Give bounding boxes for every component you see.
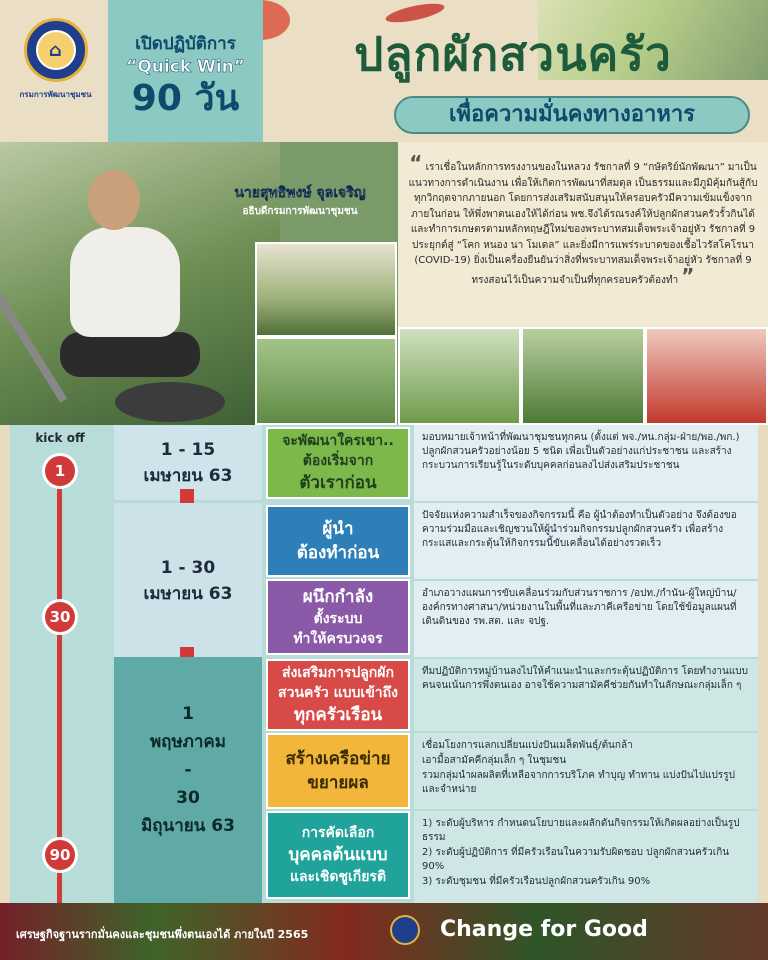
description-bullet: เอามื้อสามัคคีกลุ่มเล็ก ๆ ในชุมชน bbox=[422, 755, 567, 766]
date-separator: - bbox=[184, 760, 192, 780]
activity-line: ผู้นำ bbox=[322, 519, 354, 539]
activity-description-4 bbox=[414, 659, 758, 731]
day-marker-90: 90 bbox=[42, 837, 78, 873]
header bbox=[0, 0, 768, 142]
activity-build-network bbox=[266, 733, 410, 809]
activity-select-role-models bbox=[266, 811, 410, 899]
date-range: 1 - 15 bbox=[160, 440, 216, 460]
footer bbox=[0, 903, 768, 960]
quote-close-icon: ” bbox=[681, 263, 695, 288]
activity-promote-gardens bbox=[266, 659, 410, 731]
community-photo bbox=[398, 327, 521, 425]
activity-line: ส่งเสริมการปลูกผัก bbox=[282, 665, 394, 681]
date-month: เมษายน 63 bbox=[143, 466, 233, 486]
quote-box bbox=[398, 142, 768, 327]
director-name-block bbox=[200, 182, 400, 219]
description-bullet: เชื่อมโยงการแลกเปลี่ยนแบ่งปันเมล็ดพันธุ์/ต้นกล้า bbox=[422, 740, 633, 751]
description-bullet: 3) ระดับชุมชน ที่มีครัวเรือนปลูกผักสวนครัวเกิน 90% bbox=[422, 876, 651, 887]
date-end-month: มิถุนายน 63 bbox=[141, 816, 235, 836]
description-bullet: 2) ระดับผู้ปฏิบัติการ ที่มีครัวเรือนในความรับผิดชอบ ปลูกผักสวนครัวเกิน 90% bbox=[422, 847, 730, 872]
shovel-shape bbox=[0, 271, 67, 402]
kickoff-label: kick off bbox=[35, 431, 85, 445]
activity-description-3 bbox=[414, 581, 758, 657]
description-bullet: ปัจจัยแห่งความสำเร็จของกิจกรรมนี้ คือ ผู้นำต้องทำเป็นตัวอย่าง จึงต้องขอความร่วมมือและเชิญชวนให้ผู้นำร่วมกิจกรรมปลูกผักสวนครัว เพื่อสร้างกระแสและกระตุ้นให้กิจกรรมนี้ขับเคลื่อนได้อย่างรวดเร็ว bbox=[422, 510, 737, 549]
garden-photo-2 bbox=[255, 337, 397, 425]
quickwin-box bbox=[108, 0, 263, 142]
description-bullet: ทีมปฏิบัติการหมู่บ้านลงไปให้คำแนะนำและกระตุ้นปฏิบัติการ โดยทำงานแบบคนจนเน้นการพึ่งตนเอง อาจใช้ความสามัคคีช่วยกันทำในลักษณะกลุ่มเล็ก ๆ bbox=[422, 666, 748, 691]
activity-line: และเชิดชูเกียรติ bbox=[289, 869, 387, 885]
person-legs-shape bbox=[60, 332, 200, 377]
activity-line: ผนึกกำลัง bbox=[302, 587, 374, 607]
activity-leaders-first bbox=[266, 505, 410, 577]
date-month: เมษายน 63 bbox=[143, 584, 233, 604]
activity-line: ทุกครัวเรือน bbox=[293, 705, 383, 725]
activity-line: สวนครัว แบบเข้าถึง bbox=[278, 685, 398, 701]
person-head-shape bbox=[88, 170, 140, 230]
quickwin-line1: เปิดปฏิบัติการ bbox=[135, 34, 236, 54]
plant-pot-shape bbox=[115, 382, 225, 422]
date-start-month: พฤษภาคม bbox=[149, 732, 227, 752]
page-title: ปลูกผักสวนครัว bbox=[354, 27, 672, 81]
description-bullet: 1) ระดับผู้บริหาร กำหนดนโยบายและผลักดันกิจกรรมให้เกิดผลอย่างเป็นรูปธรรม bbox=[422, 818, 740, 843]
community-photo bbox=[645, 327, 768, 425]
activity-line: ตัวเราก่อน bbox=[299, 473, 377, 493]
activity-line: จะพัฒนาใครเขา.. bbox=[282, 433, 394, 449]
footer-tagline: เศรษฐกิจฐานรากมั่นคงและชุมชนพึ่งตนเองได้ ภายในปี 2565 bbox=[16, 928, 309, 941]
activity-line: ทำให้ครบวงจร bbox=[293, 631, 383, 647]
day-marker-30: 30 bbox=[42, 599, 78, 635]
director-name: นายสุทธิพงษ์ จุลเจริญ bbox=[234, 185, 366, 201]
date-range: 1 - 30 bbox=[160, 558, 216, 578]
logo-text: กรมการพัฒนาชุมชน bbox=[19, 90, 92, 99]
day-marker-1: 1 bbox=[42, 453, 78, 489]
quote-open-icon: “ bbox=[409, 151, 423, 175]
garden-photo-1 bbox=[255, 242, 397, 337]
activity-line: การคัดเลือก bbox=[301, 825, 375, 841]
date-cell-2 bbox=[114, 503, 262, 657]
date-start-day: 1 bbox=[182, 704, 194, 724]
photo-section bbox=[0, 142, 768, 425]
community-photo bbox=[521, 327, 644, 425]
activity-line: บุคคลต้นแบบ bbox=[288, 845, 388, 865]
date-cell-3 bbox=[114, 657, 262, 903]
activity-join-forces bbox=[266, 579, 410, 655]
date-end-day: 30 bbox=[176, 788, 200, 808]
description-bullet: มอบหมายเจ้าหน้าที่พัฒนาชุมชนทุกคน (ตั้งแต่ พจ./หน.กลุ่ม-ฝ่าย/พอ./พก.) ปลูกผักสวนครัวอย่างน้อย 5 ชนิด เพื่อเป็นตัวอย่างแก่ประชาชน และสร้างกระบวนการเรียนรู้ในระดับบุคคลก่อนลงไปส่งเสริมประชาชน bbox=[422, 432, 740, 471]
description-bullet: รวมกลุ่มนำผลผลิตที่เหลือจากการบริโภค ทำบุญ ทำทาน แบ่งปันไปแปรรูป และจำหน่าย bbox=[422, 770, 735, 795]
activity-line: สร้างเครือข่าย bbox=[285, 749, 391, 769]
activity-line: ขยายผล bbox=[307, 773, 369, 793]
activity-line: ตั้งระบบ bbox=[313, 611, 363, 627]
quickwin-line3: 90 วัน bbox=[131, 78, 240, 119]
page-subtitle: เพื่อความมั่นคงทางอาหาร bbox=[394, 96, 750, 134]
activity-description-6 bbox=[414, 811, 758, 903]
activity-description-2 bbox=[414, 503, 758, 579]
person-body-shape bbox=[70, 227, 180, 337]
description-bullet: อำเภอวางแผนการขับเคลื่อนร่วมกับส่วนราชการ /อปท./กำนัน-ผู้ใหญ่บ้าน/องค์กรทางศาสนา/หน่วยงานในพื้นที่และภาคีเครือข่าย โดยใช้ข้อมูลแผนที่เดินดินของ รพ.สต. และ จปฐ. bbox=[422, 588, 737, 627]
logo-emblem-icon: ⌂ bbox=[24, 18, 88, 82]
director-position: อธิบดีกรมการพัฒนาชุมชน bbox=[242, 206, 358, 217]
activity-description-5 bbox=[414, 733, 758, 809]
cdd-logo-icon bbox=[390, 915, 420, 945]
community-photo-row bbox=[398, 327, 768, 425]
activity-line: ต้องเริ่มจาก bbox=[302, 453, 374, 469]
activity-lead-by-example bbox=[266, 427, 410, 499]
quote-text: เราเชื่อในหลักการทรงงานของในหลวง รัชกาลที่ 9 “กษัตริย์นักพัฒนา” มาเป็นแนวทางการดำเนินงาน เพื่อให้เกิดการพัฒนาที่สมดุล เป็นธรรมและมีภูมิคุ้มกันสู้กับทุกวิกฤตจากภายนอก โดยการส่งเสริมสนับสนุนให้ครอบครัวมีความเข้มแข็งจากภายในก่อน ให้พึ่งพาตนเองให้ได้ก่อน พช.จึงได้รณรงค์ให้ปลูกผักสวนครัวรั้วกินได้ และทำการเกษตรตามหลักทฤษฎีใหม่ของพระบาทสมเด็จพระเจ้าอยู่หัว รัชกาลที่ 9 ประยุกต์สู่ “โคก หนอง นา โมเดล” และยิ่งมีการแพร่ระบาดของเชื้อไวรัสโคโรนา (COVID-19) ยิ่งเป็นเครื่องยืนยันว่าสิ่งที่พระบาทสมเด็จพระเจ้าอยู่หัว รัชกาลที่ 9 ทรงสอนไว้เป็นความจำเป็นที่ทุกครอบครัวต้องทำ bbox=[408, 162, 758, 286]
timeline-table bbox=[10, 425, 758, 903]
footer-slogan: Change for Good bbox=[440, 917, 648, 942]
quickwin-line2: “Quick Win” bbox=[126, 57, 245, 77]
activity-line: ต้องทำก่อน bbox=[296, 543, 380, 563]
kickoff-column bbox=[10, 425, 110, 903]
activity-description-1 bbox=[414, 425, 758, 501]
cdd-logo bbox=[8, 18, 103, 123]
